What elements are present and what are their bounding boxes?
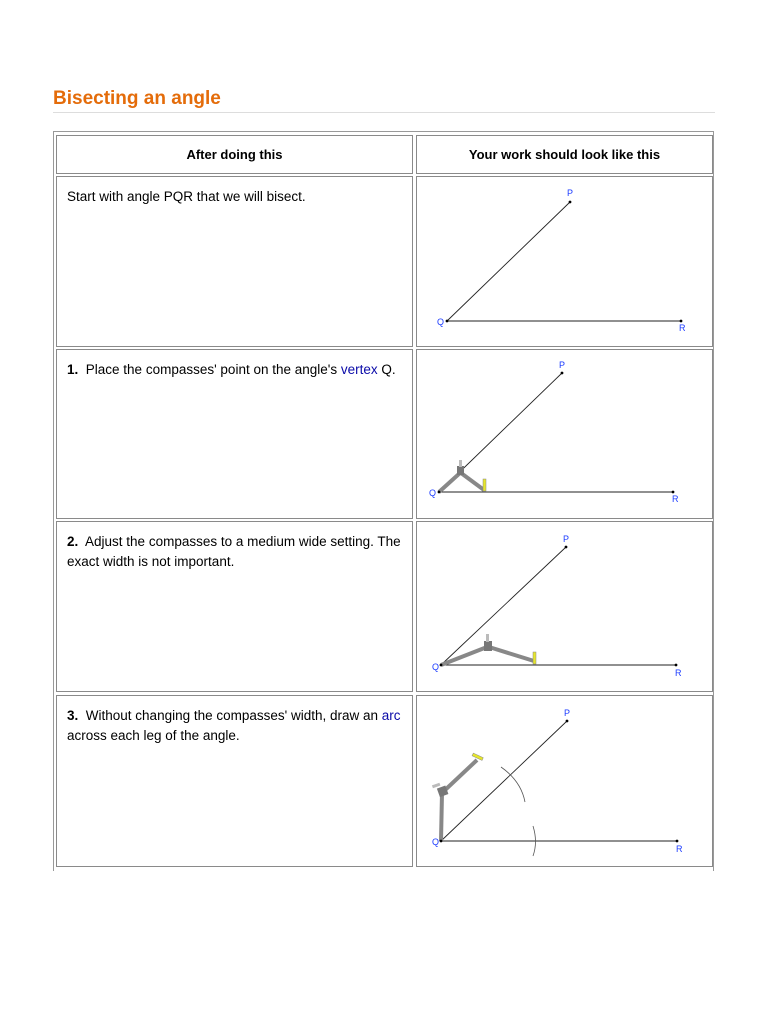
ray-qp bbox=[441, 547, 566, 665]
step-3-text-before: Without changing the compasses' width, draw an bbox=[85, 708, 379, 723]
ray-qp bbox=[441, 721, 567, 841]
step-1-text-after: Q. bbox=[381, 362, 396, 377]
arc-link[interactable]: arc bbox=[381, 708, 401, 723]
step-2-number: 2. bbox=[67, 534, 79, 549]
step-1-figure-cell bbox=[416, 349, 713, 519]
col2-header-label: Your work should look like this bbox=[468, 147, 661, 162]
label-q: Q bbox=[432, 662, 440, 672]
step-0-text-cell bbox=[56, 176, 413, 347]
step-1-text-before: Place the compasses' point on the angle's bbox=[85, 362, 338, 377]
step-2-text-cell bbox=[56, 521, 413, 692]
step-0-diagram bbox=[417, 177, 712, 346]
step-2-figure-cell bbox=[416, 521, 713, 692]
table-header-your-work bbox=[416, 135, 713, 174]
label-p: P bbox=[559, 360, 566, 370]
title-divider bbox=[53, 112, 715, 113]
label-p: P bbox=[563, 534, 570, 544]
label-r: R bbox=[679, 323, 686, 333]
label-q: Q bbox=[437, 317, 445, 327]
label-p: P bbox=[567, 188, 574, 198]
step-3-text-after: across each leg of the angle. bbox=[67, 727, 240, 743]
step-1-number: 1. bbox=[67, 362, 79, 377]
point-r bbox=[676, 840, 679, 843]
ray-qp bbox=[447, 202, 570, 321]
point-p bbox=[566, 720, 569, 723]
vertex-link[interactable]: vertex bbox=[340, 362, 378, 377]
point-r bbox=[675, 664, 678, 667]
compasses-icon bbox=[439, 460, 486, 492]
compasses-icon bbox=[441, 634, 536, 665]
point-q bbox=[440, 840, 443, 843]
point-q bbox=[446, 320, 449, 323]
label-q: Q bbox=[429, 488, 437, 498]
step-0-figure-cell bbox=[416, 176, 713, 347]
col1-header-label: After doing this bbox=[186, 147, 283, 162]
step-3-figure-cell bbox=[416, 695, 713, 867]
label-r: R bbox=[675, 668, 682, 678]
step-2-diagram bbox=[417, 522, 712, 691]
point-p bbox=[561, 372, 564, 375]
compasses-icon bbox=[432, 753, 483, 841]
step-1-diagram bbox=[417, 350, 712, 518]
label-r: R bbox=[672, 494, 679, 504]
label-q: Q bbox=[432, 837, 440, 847]
step-3-text-cell bbox=[56, 695, 413, 867]
label-p: P bbox=[564, 708, 571, 718]
step-3-diagram bbox=[417, 696, 712, 866]
point-r bbox=[680, 320, 683, 323]
point-q bbox=[438, 491, 441, 494]
point-r bbox=[672, 491, 675, 494]
label-r: R bbox=[676, 844, 683, 854]
table-header-after-doing bbox=[56, 135, 413, 174]
step-1-text-cell bbox=[56, 349, 413, 519]
point-p bbox=[569, 201, 572, 204]
point-p bbox=[565, 546, 568, 549]
step-2-text: Adjust the compasses to a medium wide setting. The exact width is not important. bbox=[67, 534, 401, 569]
page-title: Bisecting an angle bbox=[53, 88, 221, 109]
step-3-number: 3. bbox=[67, 708, 79, 723]
step-0-text: Start with angle PQR that we will bisect. bbox=[67, 189, 306, 204]
point-q bbox=[440, 664, 443, 667]
